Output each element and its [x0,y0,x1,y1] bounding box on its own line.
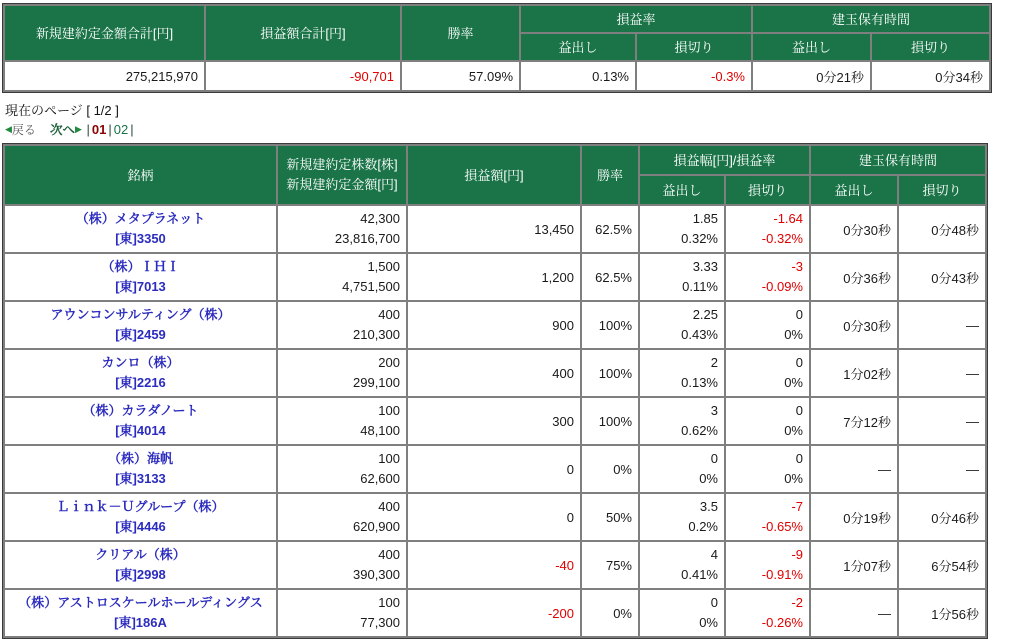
hold-loss-cell: 0分48秒 [898,205,986,253]
amount-value: 4,751,500 [342,279,400,294]
gain-rate-value: 0.13% [681,375,718,390]
amount-value: 210,300 [353,327,400,342]
loss-rate-value: -0.26% [761,615,803,630]
gain-width-value: 3.5 [699,499,718,514]
pnl-cell: 300 [407,397,581,445]
gain-rate-value: 0.2% [688,519,718,534]
loss-rate-value: 0% [784,327,803,342]
hold-loss-cell: 0分46秒 [898,493,986,541]
loss-rate-value: 0% [784,375,803,390]
stock-name-link[interactable]: （株）海帆 [107,451,173,466]
summary-total-amount-value: 275,215,970 [4,61,205,91]
summary-pnl-rate-gain-value: 0.13% [520,61,636,91]
loss-width-value: -2 [791,595,803,610]
stock-name-cell [4,541,277,589]
gain-rate-value: 0.32% [681,231,718,246]
page-separator: | [130,122,134,137]
win-rate-cell: 100% [581,301,639,349]
hold-loss-cell: 6分54秒 [898,541,986,589]
summary-header-pnl-rate-gain: 益出し [520,33,636,61]
loss-rate-value: -0.09% [761,279,803,294]
loss-cell [725,589,810,637]
stock-code-link[interactable]: [東]3350 [115,231,166,246]
stock-code-link[interactable]: [東]3133 [115,471,166,486]
hold-gain-cell: ― [810,445,898,493]
summary-win-rate-value: 57.09% [401,61,520,91]
stock-name-link[interactable]: アウンコンサルティング（株） [50,307,231,322]
shares-amount-cell [277,205,407,253]
gain-rate-value: 0.62% [681,423,718,438]
stock-name-cell [4,589,277,637]
stock-name-link[interactable]: （株）カラダノート [82,403,199,418]
header-hold-loss: 損切り [898,175,986,205]
loss-cell [725,541,810,589]
page-separator: | [108,122,112,137]
gain-cell [639,253,725,301]
hold-loss-cell: ― [898,349,986,397]
stock-name-link[interactable]: （株）メタプラネット [75,211,206,226]
shares-value: 100 [378,451,400,466]
loss-width-value: 0 [795,403,803,418]
loss-cell [725,205,810,253]
stock-name-cell [4,301,277,349]
summary-hold-loss-value: 0分34秒 [871,61,990,91]
hold-gain-cell: 0分19秒 [810,493,898,541]
gain-cell [639,541,725,589]
shares-amount-cell [277,493,407,541]
table-row [4,301,986,349]
gain-cell [639,349,725,397]
win-rate-cell: 62.5% [581,205,639,253]
stock-code-link[interactable]: [東]4014 [115,423,166,438]
pnl-cell: 13,450 [407,205,581,253]
shares-value: 400 [378,307,400,322]
gain-cell [639,493,725,541]
loss-rate-value: 0% [784,471,803,486]
loss-width-value: -7 [791,499,803,514]
loss-rate-value: -0.91% [761,567,803,582]
stock-name-link[interactable]: （株）ＩＨＩ [101,259,180,274]
next-label: 次へ [49,123,75,137]
gain-cell [639,445,725,493]
win-rate-cell: 0% [581,589,639,637]
shares-amount-cell [277,589,407,637]
summary-table [3,4,991,92]
header-pnl-loss: 損切り [725,175,810,205]
hold-loss-cell: ― [898,397,986,445]
shares-value: 200 [378,355,400,370]
stock-code-link[interactable]: [東]2216 [115,375,166,390]
gain-cell [639,397,725,445]
summary-header-hold-loss: 損切り [871,33,990,61]
back-arrow-icon: ◀ [5,124,12,134]
hold-gain-cell: 1分07秒 [810,541,898,589]
win-rate-cell: 100% [581,349,639,397]
page-separator: | [86,122,90,137]
gain-width-value: 0 [710,451,718,466]
loss-rate-value: 0% [784,423,803,438]
loss-rate-value: -0.32% [761,231,803,246]
hold-loss-cell: ― [898,301,986,349]
summary-header-pnl-rate-group: 損益率 [520,5,752,33]
summary-row [4,61,990,91]
amount-value: 77,300 [360,615,400,630]
stock-code-link[interactable]: [東]7013 [115,279,166,294]
pnl-cell: 1,200 [407,253,581,301]
gain-width-value: 3 [710,403,718,418]
gain-rate-value: 0.11% [682,279,718,294]
pnl-cell: -40 [407,541,581,589]
amount-value: 62,600 [360,471,400,486]
shares-value: 1,500 [367,259,400,274]
hold-gain-cell: 7分12秒 [810,397,898,445]
header-symbol: 銘柄 [4,145,277,205]
loss-width-value: 0 [795,451,803,466]
stock-name-link[interactable]: クリアル（株） [95,547,186,562]
stock-code-link[interactable]: [東]186A [114,615,167,630]
header-shares-amount [277,145,407,205]
header-shares-line2: 新規建約定金額[円] [286,177,398,192]
gain-width-value: 4 [710,547,718,562]
table-row [4,253,986,301]
shares-value: 400 [378,547,400,562]
header-pnl: 損益額[円] [407,145,581,205]
back-button[interactable] [5,123,36,137]
stock-code-link[interactable]: [東]4446 [115,519,166,534]
win-rate-cell: 75% [581,541,639,589]
hold-loss-cell: 1分56秒 [898,589,986,637]
loss-width-value: -9 [791,547,803,562]
table-row [4,397,986,445]
back-label: 戻る [11,123,36,137]
shares-amount-cell [277,301,407,349]
shares-amount-cell [277,349,407,397]
hold-loss-cell: ― [898,445,986,493]
shares-value: 100 [378,403,400,418]
current-page-label: 現在のページ [ 1/2 ] [5,103,119,118]
summary-header-hold-gain: 益出し [752,33,871,61]
header-hold-time-group: 建玉保有時間 [810,145,986,175]
stock-code-link[interactable]: [東]2459 [115,327,166,342]
summary-pnl-rate-loss-value: -0.3% [636,61,752,91]
pnl-cell: 400 [407,349,581,397]
summary-header-total-amount: 新規建約定金額合計[円] [4,5,205,61]
gain-width-value: 0 [710,595,718,610]
loss-cell [725,445,810,493]
header-pnl-width-group: 損益幅[円]/損益率 [639,145,810,175]
pnl-cell: -200 [407,589,581,637]
win-rate-cell: 0% [581,445,639,493]
shares-value: 400 [378,499,400,514]
summary-header-win-rate: 勝率 [401,5,520,61]
stock-name-link[interactable]: （株）アストロスケールホールディングス [18,595,263,610]
shares-amount-cell [277,445,407,493]
stock-name-cell [4,253,277,301]
table-row [4,349,986,397]
table-row [4,445,986,493]
gain-width-value: 2 [710,355,718,370]
loss-cell [725,349,810,397]
gain-width-value: 2.25 [692,307,718,322]
page-number-2-link[interactable]: 02 [113,122,129,137]
stock-table [3,144,987,638]
amount-value: 48,100 [360,423,400,438]
stock-table-body [4,205,986,637]
stock-name-cell [4,493,277,541]
gain-rate-value: 0% [699,471,718,486]
shares-value: 42,300 [360,211,400,226]
hold-gain-cell: ― [810,589,898,637]
gain-rate-value: 0.43% [681,327,718,342]
pagination [5,120,1024,139]
gain-width-value: 3.33 [692,259,718,274]
gain-rate-value: 0.41% [681,567,718,582]
next-button[interactable] [50,123,82,137]
loss-width-value: -1.64 [773,211,803,226]
win-rate-cell: 62.5% [581,253,639,301]
loss-width-value: 0 [795,355,803,370]
stock-name-cell [4,397,277,445]
summary-header-pnl-rate-loss: 損切り [636,33,752,61]
hold-gain-cell: 1分02秒 [810,349,898,397]
stock-name-cell [4,205,277,253]
win-rate-cell: 50% [581,493,639,541]
loss-cell [725,397,810,445]
loss-cell [725,301,810,349]
summary-total-pnl-value: -90,701 [205,61,401,91]
loss-width-value: 0 [795,307,803,322]
header-hold-gain: 益出し [810,175,898,205]
shares-value: 100 [378,595,400,610]
loss-cell [725,493,810,541]
shares-amount-cell [277,397,407,445]
loss-cell [725,253,810,301]
table-row [4,541,986,589]
stock-name-link[interactable]: カンロ（株） [101,355,180,370]
pnl-cell: 0 [407,493,581,541]
summary-header-total-pnl: 損益額合計[円] [205,5,401,61]
summary-header-hold-time-group: 建玉保有時間 [752,5,990,33]
shares-amount-cell [277,541,407,589]
win-rate-cell: 100% [581,397,639,445]
pnl-cell: 0 [407,445,581,493]
amount-value: 23,816,700 [334,231,400,246]
stock-name-cell [4,349,277,397]
gain-rate-value: 0% [699,615,718,630]
page-number-1-current[interactable]: 01 [91,122,107,137]
stock-code-link[interactable]: [東]2998 [115,567,166,582]
next-arrow-icon: ▶ [74,124,82,134]
stock-table-frame [2,143,988,639]
header-shares-line1: 新規建約定株数[株] [286,157,398,172]
amount-value: 620,900 [353,519,400,534]
stock-name-link[interactable]: Ｌｉｎｋ－Ｕグループ（株） [56,499,225,514]
hold-gain-cell: 0分36秒 [810,253,898,301]
gain-width-value: 1.85 [692,211,718,226]
gain-cell [639,301,725,349]
hold-gain-cell: 0分30秒 [810,205,898,253]
header-win-rate: 勝率 [581,145,639,205]
amount-value: 390,300 [353,567,400,582]
stock-name-cell [4,445,277,493]
loss-width-value: -3 [791,259,803,274]
summary-hold-gain-value: 0分21秒 [752,61,871,91]
table-row [4,493,986,541]
amount-value: 299,100 [353,375,400,390]
gain-cell [639,589,725,637]
summary-table-frame [2,3,992,93]
loss-rate-value: -0.65% [761,519,803,534]
gain-cell [639,205,725,253]
pnl-cell: 900 [407,301,581,349]
hold-gain-cell: 0分30秒 [810,301,898,349]
shares-amount-cell [277,253,407,301]
hold-loss-cell: 0分43秒 [898,253,986,301]
header-pnl-gain: 益出し [639,175,725,205]
table-row [4,205,986,253]
table-row [4,589,986,637]
